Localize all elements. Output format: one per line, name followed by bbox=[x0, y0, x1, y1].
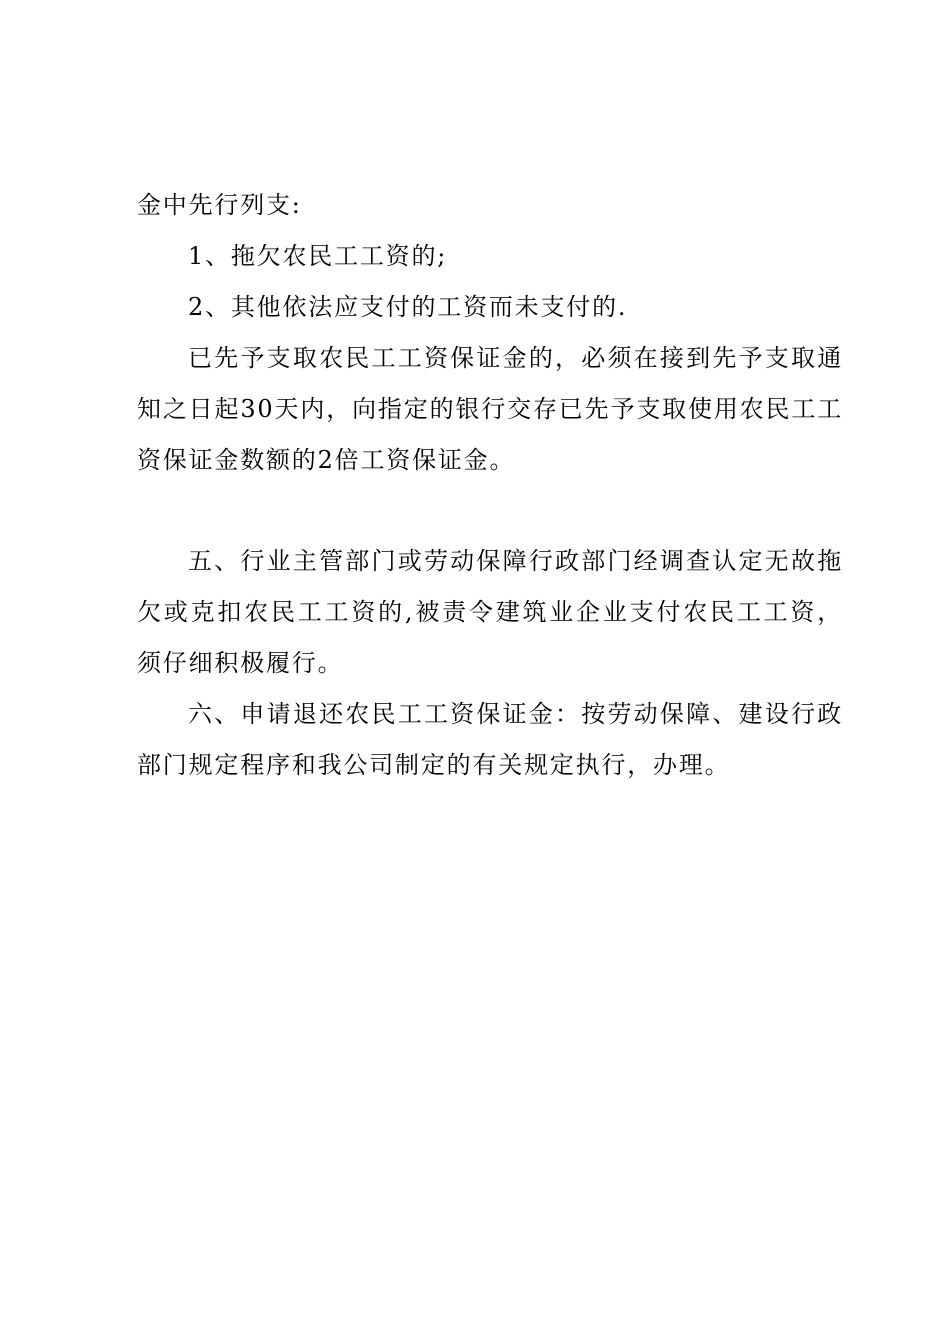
list-item-2: 2、其他依法应支付的工资而未支付的. bbox=[188, 293, 628, 321]
continuation-line: 金中先行列支: bbox=[137, 191, 302, 219]
section-six: 六、申请退还农民工工资保证金：按劳动保障、建设行政部门规定程序和我公司制定的有关规定执行，办理。 bbox=[137, 700, 843, 779]
list-item-1: 1、拖欠农民工工资的; bbox=[188, 242, 448, 270]
paragraph-redeposit: 已先予支取农民工工资保证金的，必须在接到先予支取通知之日起30天内，向指定的银行交存已先予支取使用农民工工资保证金数额的2倍工资保证金。 bbox=[137, 344, 843, 474]
paragraph-gap bbox=[137, 486, 843, 536]
section-five: 五、行业主管部门或劳动保障行政部门经调查认定无故拖欠或克扣农民工工资的,被责令建筑业企业支付农民工工资，须仔细积极履行。 bbox=[137, 547, 843, 677]
document-body bbox=[137, 180, 843, 791]
